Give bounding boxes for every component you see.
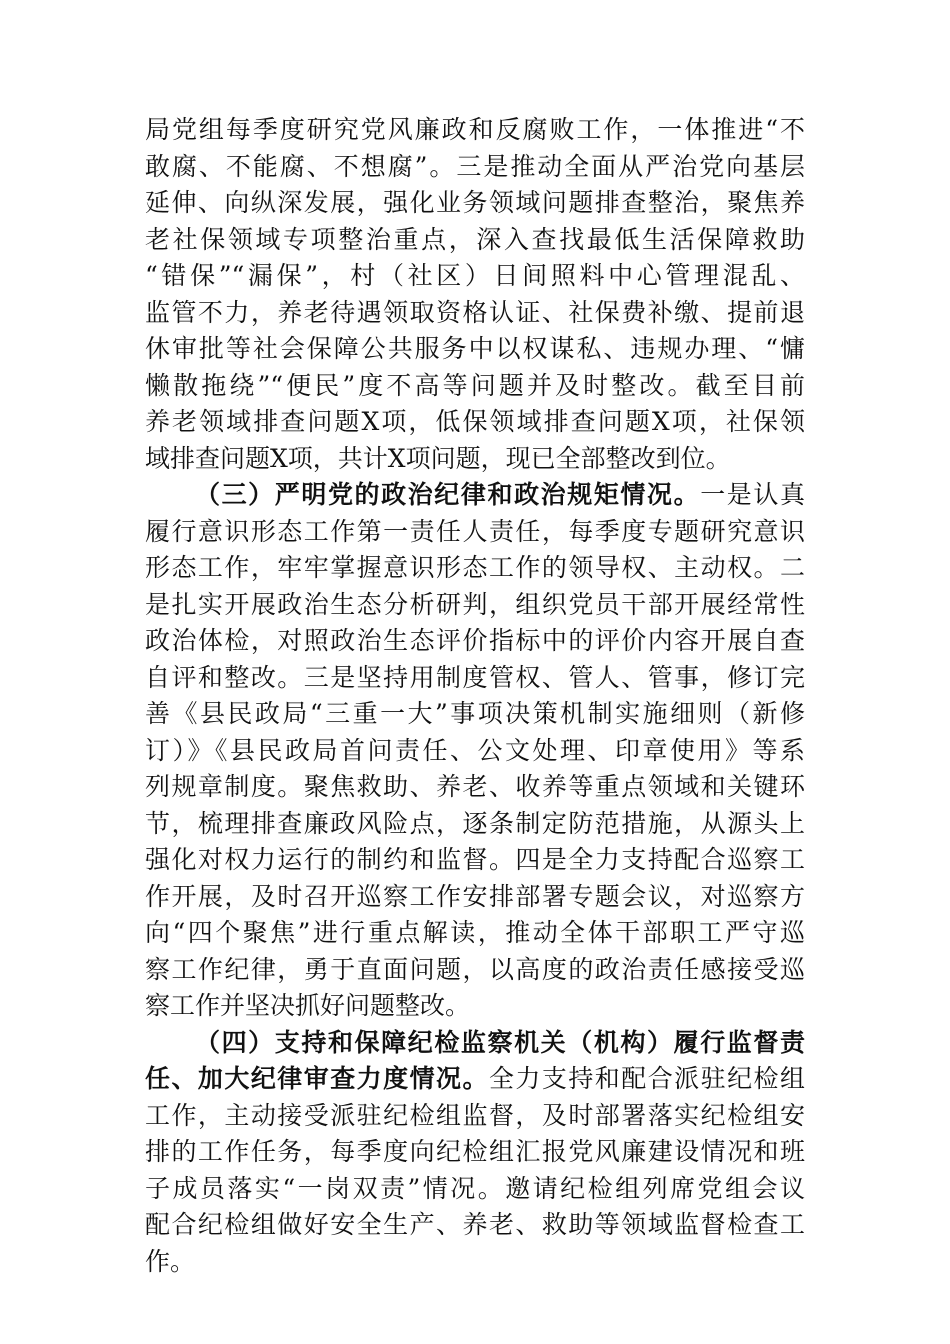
text-line xyxy=(145,477,805,514)
section-heading: （四）支持和保障纪检监察机关（机构）履行监督责 xyxy=(195,1027,805,1057)
text-run: 一是认真 xyxy=(700,480,805,509)
text-line: 养老领域排查问题X项，低保领域排查问题X项，社保领 xyxy=(145,407,805,436)
text-line: 节，梳理排查廉政风险点，逐条制定防范措施，从源头上 xyxy=(145,808,805,838)
text-line: 履行意识形态工作第一责任人责任，每季度专题研究意识 xyxy=(145,516,805,546)
text-line: 是扎实开展政治生态分析研判，组织党员干部开展经常性 xyxy=(145,589,805,619)
text-line: 察工作纪律，勇于直面问题，以高度的政治责任感接受巡 xyxy=(145,954,805,984)
text-line: 配合纪检组做好安全生产、养老、救助等领域监督检查工 xyxy=(145,1210,805,1239)
text-line: “错保”“漏保”，村（社区）日间照料中心管理混乱、 xyxy=(145,261,805,290)
text-line: 强化对权力运行的制约和监督。四是全力支持配合巡察工 xyxy=(145,845,805,874)
text-line: 老社保领域专项整治重点，深入查找最低生活保障救助 xyxy=(145,224,805,254)
text-line: 工作，主动接受派驻纪检组监督，及时部署落实纪检组安 xyxy=(145,1100,805,1130)
text-line: 局党组每季度研究党风廉政和反腐败工作，一体推进“不 xyxy=(145,115,805,144)
text-run: 全力支持和配合派驻纪检组 xyxy=(488,1064,805,1093)
text-line: 作开展，及时召开巡察工作安排部署专题会议，对巡察方 xyxy=(145,881,805,911)
text-line: 自评和整改。三是坚持用制度管权、管人、管事，修订完 xyxy=(145,662,805,692)
paragraph-2 xyxy=(145,477,805,1025)
text-line: 监管不力，养老待遇领取资格认证、社保费补缴、提前退 xyxy=(145,297,805,327)
text-line: 域排查问题X项，共计X项问题，现已全部整改到位。 xyxy=(145,443,731,473)
document-body xyxy=(145,112,805,1280)
text-line: 延伸、向纵深发展，强化业务领域问题排查整治，聚焦养 xyxy=(145,188,805,217)
text-line: 子成员落实“一岗双责”情况。邀请纪检组列席党组会议 xyxy=(145,1173,805,1203)
paragraph-3 xyxy=(145,1025,805,1281)
text-line: 政治体检，对照政治生态评价指标中的评价内容开展自查 xyxy=(145,626,805,655)
section-heading: （三）严明党的政治纪律和政治规矩情况。 xyxy=(195,480,701,509)
text-line: 订）》《县民政局首问责任、公文处理、印章使用》等系 xyxy=(145,735,805,765)
text-line: 敢腐、不能腐、不想腐”。三是推动全面从严治党向基层 xyxy=(145,151,805,181)
text-line: 作。 xyxy=(145,1246,196,1276)
text-line: 排的工作任务，每季度向纪检组汇报党风廉建设情况和班 xyxy=(145,1137,805,1166)
paragraph-1 xyxy=(145,112,805,477)
text-line: 形态工作，牢牢掌握意识形态工作的领导权、主动权。二 xyxy=(145,553,805,582)
text-line xyxy=(145,1025,805,1062)
text-line: 善《县民政局“三重一大”事项决策机制实施细则（新修 xyxy=(145,699,805,728)
text-line: 懒散拖绕”“便民”度不高等问题并及时整改。截至目前 xyxy=(145,370,805,400)
section-heading: 任、加大纪律审查力度情况。 xyxy=(145,1064,489,1093)
text-line: 向“四个聚焦”进行重点解读，推动全体干部职工严守巡 xyxy=(145,918,805,947)
text-line: 察工作并坚决抓好问题整改。 xyxy=(145,991,471,1020)
text-line xyxy=(145,1061,805,1098)
text-line: 列规章制度。聚焦救助、养老、收养等重点领域和关键环 xyxy=(145,772,805,801)
text-line: 休审批等社会保障公共服务中以权谋私、违规办理、“慵 xyxy=(145,334,805,363)
